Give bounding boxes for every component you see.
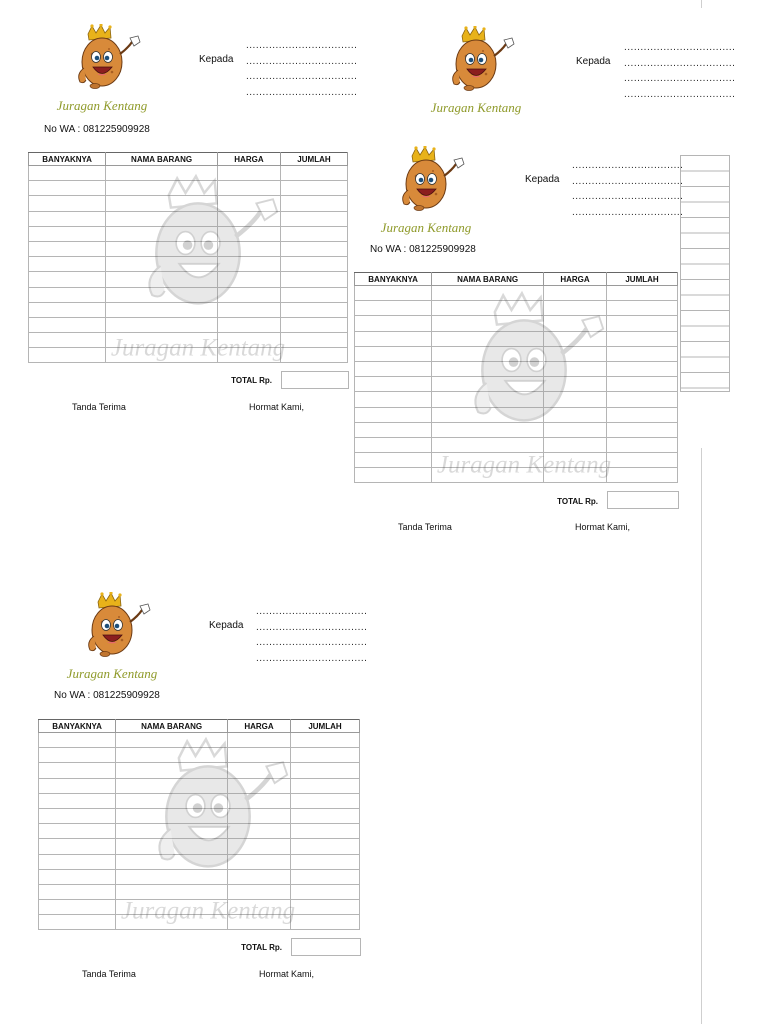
col-jumlah: JUMLAH <box>607 273 678 286</box>
kepada-label: Kepada <box>525 174 560 185</box>
brand-name: Juragan Kentang <box>380 220 472 235</box>
dotted-line: .................................. <box>246 55 358 67</box>
brand-name: Juragan Kentang <box>66 666 158 681</box>
items-table <box>28 152 348 363</box>
brand-logo <box>54 24 150 114</box>
col-nama-barang: NAMA BARANG <box>116 720 228 733</box>
tanda-terima-label: Tanda Terima <box>398 522 452 532</box>
total-label: TOTAL Rp. <box>557 497 598 506</box>
kepada-label: Kepada <box>576 56 611 67</box>
kepada-label: Kepada <box>199 54 234 65</box>
table-body[interactable] <box>29 166 348 363</box>
dotted-line: .................................. <box>572 191 684 202</box>
brand-logo <box>378 146 474 236</box>
col-harga: HARGA <box>544 273 607 286</box>
whatsapp-number: No WA : 081225909928 <box>44 124 150 135</box>
dotted-line: .................................. <box>572 160 684 171</box>
hormat-kami-label: Hormat Kami, <box>575 522 631 532</box>
col-nama-barang: NAMA BARANG <box>432 273 544 286</box>
col-harga: HARGA <box>217 153 280 166</box>
watermark-brand: Juragan Kentang <box>110 334 286 362</box>
nota-1 <box>26 8 361 448</box>
watermark-brand: Juragan Kentang <box>120 897 296 925</box>
hormat-kami-label: Hormat Kami, <box>259 969 315 979</box>
recipient-lines[interactable] <box>246 38 357 100</box>
table-body[interactable] <box>39 733 360 930</box>
dotted-line: .................................. <box>246 86 358 98</box>
brand-logo <box>428 26 524 116</box>
col-jumlah: JUMLAH <box>280 153 347 166</box>
dotted-line: .................................. <box>256 621 368 633</box>
fragment-grid <box>680 155 730 392</box>
recipient-lines[interactable] <box>256 604 367 666</box>
nota-2 <box>352 140 684 570</box>
dotted-line: .................................. <box>624 73 736 84</box>
potato-mascot-icon <box>378 146 474 236</box>
col-banyaknya: BANYAKNYA <box>39 720 116 733</box>
potato-mascot-icon <box>428 26 524 116</box>
recipient-lines[interactable] <box>572 158 683 220</box>
col-banyaknya: BANYAKNYA <box>29 153 106 166</box>
col-banyaknya: BANYAKNYA <box>355 273 432 286</box>
table-body[interactable] <box>355 286 678 483</box>
col-harga: HARGA <box>227 720 290 733</box>
hormat-kami-label: Hormat Kami, <box>249 402 305 412</box>
total-amount-box[interactable] <box>291 938 361 956</box>
total-amount-box[interactable] <box>281 371 349 389</box>
potato-mascot-icon <box>64 592 160 682</box>
whatsapp-number: No WA : 081225909928 <box>370 244 476 255</box>
nota-3 <box>36 578 366 1018</box>
dotted-line: .................................. <box>624 57 736 69</box>
total-label: TOTAL Rp. <box>231 376 272 385</box>
dotted-line: .................................. <box>572 206 684 218</box>
tanda-terima-label: Tanda Terima <box>72 402 126 412</box>
brand-name: Juragan Kentang <box>56 98 148 113</box>
dotted-line: .................................. <box>256 606 368 617</box>
items-table <box>38 719 360 930</box>
dotted-line: .................................. <box>624 88 736 100</box>
potato-mascot-icon <box>54 24 150 114</box>
dotted-line: .................................. <box>246 71 358 82</box>
kepada-label: Kepada <box>209 620 244 631</box>
total-label: TOTAL Rp. <box>241 943 282 952</box>
brand-name: Juragan Kentang <box>430 100 522 115</box>
col-jumlah: JUMLAH <box>291 720 360 733</box>
col-nama-barang: NAMA BARANG <box>106 153 218 166</box>
dotted-line: .................................. <box>256 637 368 648</box>
recipient-lines[interactable] <box>624 40 735 102</box>
dotted-line: .................................. <box>256 652 368 664</box>
whatsapp-number: No WA : 081225909928 <box>54 690 160 701</box>
tanda-terima-label: Tanda Terima <box>82 969 136 979</box>
brand-logo <box>64 592 160 682</box>
dotted-line: .................................. <box>624 42 736 53</box>
dotted-line: .................................. <box>246 40 358 51</box>
dotted-line: .................................. <box>572 175 684 187</box>
watermark-brand: Juragan Kentang <box>436 451 612 479</box>
total-amount-box[interactable] <box>607 491 679 509</box>
items-table <box>354 272 678 483</box>
